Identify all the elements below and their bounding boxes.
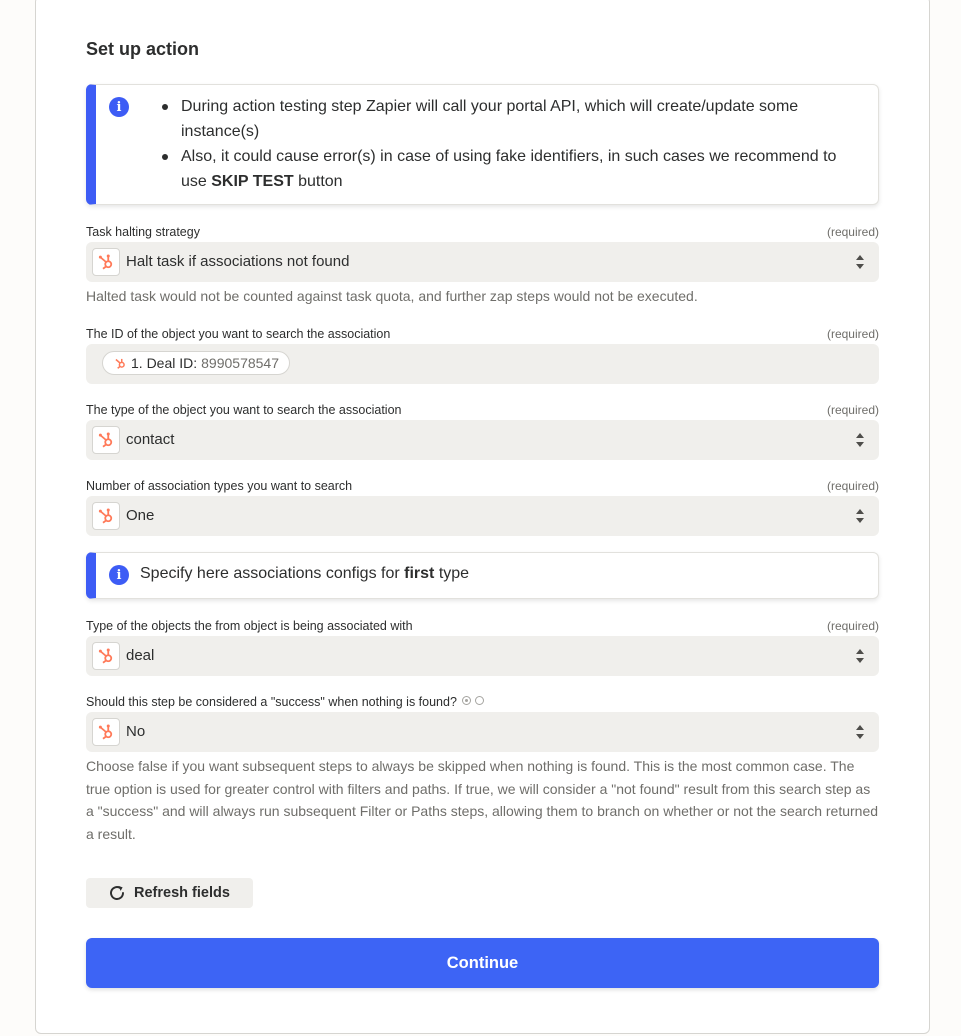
info-list — [181, 94, 861, 194]
field-label-text: The type of the object you want to search the association — [86, 403, 402, 417]
info-bullet-text: Also, it could cause error(s) in case of using fake identifiers, in such cases we recommend to use — [181, 148, 837, 190]
required-marker: (required) — [826, 327, 879, 341]
select-value: deal — [126, 647, 155, 664]
sort-arrows-icon — [855, 254, 865, 270]
radio-false[interactable] — [475, 696, 484, 705]
sort-arrows-icon — [855, 724, 865, 740]
field-label-text: Should this step be considered a "success" when nothing is found? — [86, 695, 457, 709]
radio-true[interactable] — [462, 696, 471, 705]
field-label-text: Task halting strategy — [86, 225, 200, 239]
hubspot-sprocket-icon — [113, 356, 127, 370]
section-title: Set up action — [86, 39, 200, 59]
object-id-input[interactable] — [86, 344, 879, 384]
pill-key: 1. Deal ID: — [131, 355, 198, 371]
info-icon: i — [109, 97, 129, 117]
hubspot-sprocket-icon — [92, 642, 120, 670]
assoc-config-alert — [86, 552, 879, 599]
required-marker: (required) — [826, 225, 879, 239]
continue-button[interactable]: Continue — [86, 938, 879, 988]
required-marker: (required) — [826, 479, 879, 493]
skip-test-label: SKIP TEST — [211, 173, 294, 190]
refresh-label: Refresh fields — [134, 885, 230, 901]
info-bullet-tail: button — [293, 173, 343, 190]
select-value: contact — [126, 431, 175, 448]
assoc-count-select[interactable] — [86, 496, 879, 536]
alert-bold: first — [404, 565, 435, 582]
required-marker: (required) — [826, 619, 879, 633]
field-label-text: The ID of the object you want to search the association — [86, 327, 391, 341]
success-empty-label — [86, 695, 879, 709]
info-bullet: During action testing step Zapier will call your portal API, which will create/update some instance(s) — [181, 94, 861, 144]
field-label-text: Number of association types you want to search — [86, 479, 353, 493]
field-label-text: Type of the objects the from object is being associated with — [86, 619, 413, 633]
halting-strategy-select[interactable] — [86, 242, 879, 282]
info-icon: i — [109, 565, 129, 585]
assoc-target-label — [86, 619, 879, 633]
assoc-count-label — [86, 479, 879, 493]
testing-info-alert — [86, 84, 879, 205]
refresh-fields-button[interactable] — [86, 878, 253, 908]
alert-suffix: type — [434, 565, 470, 582]
hubspot-sprocket-icon — [92, 718, 120, 746]
halting-strategy-hint: Halted task would not be counted against task quota, and further zap steps would not be executed. — [86, 288, 698, 304]
deal-id-pill[interactable] — [102, 351, 290, 375]
setup-action-panel — [35, 0, 930, 1034]
object-id-label — [86, 327, 879, 341]
object-type-select[interactable] — [86, 420, 879, 460]
halting-strategy-label — [86, 225, 879, 239]
success-empty-select[interactable] — [86, 712, 879, 752]
hubspot-sprocket-icon — [92, 248, 120, 276]
success-empty-hint: Choose false if you want subsequent steps to always be skipped when nothing is found. This is the most common case. The true option is used for greater control with filters and paths. If true, we will consider a "not found" result from this search step as a "success" and will always run subsequent Filter or Paths steps, allowing them to branch on whether or not the search returned a result. — [86, 758, 879, 842]
object-type-label — [86, 403, 879, 417]
alert-prefix: Specify here associations configs for — [140, 565, 405, 582]
sort-arrows-icon — [855, 648, 865, 664]
select-value: No — [126, 723, 146, 740]
required-marker: (required) — [826, 403, 879, 417]
refresh-icon — [108, 884, 126, 902]
sort-arrows-icon — [855, 432, 865, 448]
sort-arrows-icon — [855, 508, 865, 524]
hubspot-sprocket-icon — [92, 426, 120, 454]
select-value: One — [126, 507, 155, 524]
select-value: Halt task if associations not found — [126, 253, 350, 270]
assoc-target-select[interactable] — [86, 636, 879, 676]
info-bullet — [181, 144, 861, 194]
hubspot-sprocket-icon — [92, 502, 120, 530]
pill-value: 8990578547 — [201, 355, 280, 371]
assoc-config-text — [140, 565, 469, 583]
